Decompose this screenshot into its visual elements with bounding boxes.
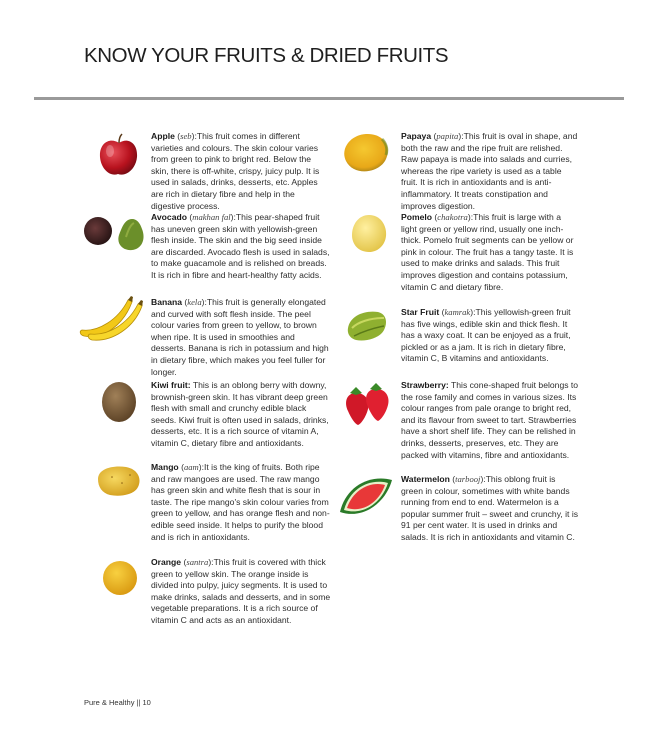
fruit-entry-pomelo: Pomelo (chakotra):This fruit is large with a light green or yellow rind, usually one inch-thick. Pomelo fruit segments can be yellow or pink in colour. The fruit has a tangy taste. It is used to make drinks and salads. This fruit improves digestion and contains potassium, vitamin C and dietary fibre. [401,212,574,292]
star-fruit-icon [344,306,390,346]
fruit-description: This fruit comes in different varieties and colours. The skin colour varies from green to pink to bright red. Below the skin, there is off-white, crispy, juicy pulp. It is used in salads, drinks, desserts, etc. Apples are rich in dietary fibre and help in the digestive process. [151,131,320,211]
apple-icon [96,133,142,179]
fruit-separator: ): [198,462,204,472]
fruit-name: Star Fruit [401,307,440,317]
fruit-description: This cone-shaped fruit belongs to the rose family and comes in various sizes. Its colour ranges from pale orange to bright red, and its flavour from sweet to tart. Strawberries have a short shelf life. They can be relished in drinks, desserts, preserves, etc. They are packed with vitamins, fibre and antioxidants. [401,380,579,460]
fruit-local-name: kela [187,297,202,307]
fruit-separator: ): [480,474,486,484]
fruit-entry-papaya: Papaya (papita):This fruit is oval in shape, and both the raw and the ripe fruit are relished. Raw papaya is made into salads and curries, whereas the ripe variety is used as a table fruit. It is rich in antioxidants and is anti-inflammatory. It treats constipation and improves digestion. [401,131,578,211]
fruit-name: Kiwi fruit: [151,380,191,390]
fruit-name: Pomelo [401,212,433,222]
fruit-description: This fruit is generally elongated and curved with soft flesh inside. The peel colour varies from green to yellow, to brown when ripe. It is used in smoothies and desserts. Banana is rich in potassium and high in dietary fibre, which makes you feel fuller for longer. [151,297,329,377]
fruit-local-name: seb [180,131,192,141]
fruit-local-name: chakotra [437,212,468,222]
fruit-separator: ): [191,131,197,141]
fruit-separator: ): [208,557,214,567]
fruit-entry-banana: Banana (kela):This fruit is generally elongated and curved with soft flesh inside. The peel colour varies from green to yellow, to brown when ripe. It is used in smoothies and desserts. Banana is rich in potassium and high in dietary fibre, which makes you feel fuller for longer. [151,297,329,377]
fruit-name: Strawberry: [401,380,449,390]
fruit-separator: ): [470,307,476,317]
fruit-entry-star-fruit: Star Fruit (kamrak):This yellowish-green fruit has five wings, edible skin and thick flesh. It has a waxy coat. It can be enjoyed as a fruit, pickled or as a jam. It is rich in dietary fibre, vitamin C, B vitamins and antioxidants. [401,307,571,364]
avocado-icon [82,213,148,253]
fruit-local-name: santra [186,557,209,567]
fruit-separator: ): [201,297,207,307]
page-footer: Pure & Healthy || 10 [84,698,151,707]
fruit-name: Avocado [151,212,187,222]
fruit-name: Banana [151,297,183,307]
title-divider [34,97,624,100]
fruit-local-name: tarbooj [455,474,481,484]
fruit-local-name: papita [436,131,459,141]
page-title: KNOW YOUR FRUITS & DRIED FRUITS [84,44,449,67]
fruit-name: Orange [151,557,182,567]
fruit-entry-apple: Apple (seb):This fruit comes in different varieties and colours. The skin colour varies from green to pink to bright red. Below the skin, there is off-white, crispy, juicy pulp. It is used in salads, drinks, desserts, etc. Apples are rich in dietary fibre and help in the digestive process. [151,131,320,211]
fruit-description: This oblong fruit is green in colour, sometimes with white bands running from end to end. Watermelon is a popular summer fruit – sweet and crunchy, it is 91 per cent water. It is used in drinks and salads. It is rich in antioxidants and vitamin C. [401,474,579,542]
watermelon-icon [336,472,396,524]
fruit-description: This is an oblong berry with downy, brownish-green skin. It has vibrant deep green flesh with small and crunchy edible black seeds. Kiwi fruit is often used in salads, drinks, desserts, etc. It is a rich source of vitamin A, vitamin C, dietary fibre and antioxidants. [151,380,329,448]
fruit-name: Mango [151,462,179,472]
fruit-entry-orange: Orange (santra):This fruit is covered with thick green to yellow skin. The orange inside is divided into pulpy, juicy segments. It is used to make drinks, salads and desserts, and in some vegetable preparations. It is a rich source of vitamin C and acts as an antioxidant. [151,557,331,625]
fruit-entry-strawberry [401,380,579,461]
orange-icon [102,559,138,597]
fruit-separator: ): [458,131,464,141]
fruit-description: This pear-shaped fruit has uneven green skin with yellowish-green flesh inside. The skin and the big seed inside are discarded. Avocado flesh is used in salads, to make guacamole and is relished on breads. It is rich in fibre and heart-healthy fatty acids. [151,212,330,280]
mango-icon [92,463,144,499]
fruit-local-name: makhan fal [192,212,231,222]
fruit-description: This yellowish-green fruit has five wings, edible skin and thick flesh. It has a waxy coat. It can be enjoyed as a fruit, pickled or as a jam. It is rich in dietary fibre, vitamin C, B vitamins and antioxidants. [401,307,571,364]
fruit-description: It is the king of fruits. Both ripe and raw mangoes are used. The raw mango has green skin and white flesh that is sour in taste. The ripe mango's skin colour varies from green to yellow, and has orange flesh and non-edible seed inside. It helps to purify the blood and is rich in antioxidants. [151,462,330,542]
fruit-entry-avocado: Avocado (makhan fal):This pear-shaped fruit has uneven green skin with yellowish-green flesh inside. The skin and the big seed inside are discarded. Avocado flesh is used in salads, to make guacamole and is relished on breads. It is rich in fibre and heart-healthy fatty acids. [151,212,330,280]
papaya-icon [338,131,392,177]
pomelo-icon [349,212,389,254]
fruit-entry-kiwi [151,380,331,450]
fruit-local-name: kamrak [444,307,471,317]
strawberry-icon [342,381,392,427]
fruit-separator: ): [467,212,474,222]
fruit-description: This fruit is large with a light green or yellow rind, usually one inch-thick. Pomelo fruit segments can be yellow or pink in colour. The fruit has a tangy taste. It is used to make drinks and salads. This fruit improves digestion and contains potassium, vitamin C and dietary fibre. [401,212,574,292]
fruit-separator: ): [230,212,236,222]
fruit-name: Papaya [401,131,432,141]
fruit-description: This fruit is covered with thick green to yellow skin. The orange inside is divided into pulpy, juicy segments. It is used to make drinks, salads and desserts, and in some vegetable preparations. It is a rich source of vitamin C and acts as an antioxidant. [151,557,331,625]
fruit-entry-mango: Mango (aam):It is the king of fruits. Both ripe and raw mangoes are used. The raw mango has green skin and white flesh that is sour in taste. The ripe mango's skin colour varies from green to yellow, and has orange flesh and non-edible seed inside. It helps to purify the blood and is rich in antioxidants. [151,462,330,542]
fruit-local-name: aam [183,462,199,472]
kiwi-icon [100,380,138,424]
fruit-name: Apple [151,131,175,141]
fruit-description: This fruit is oval in shape, and both the raw and the ripe fruit are relished. Raw papaya is made into salads and curries, whereas the ripe variety is used as a table fruit. It is rich in antioxidants and is anti-inflammatory. It treats constipation and improves digestion. [401,131,578,211]
banana-icon [78,294,146,342]
fruit-name: Watermelon [401,474,450,484]
fruit-entry-watermelon: Watermelon (tarbooj):This oblong fruit is green in colour, sometimes with white bands running from end to end. Watermelon is a popular summer fruit – sweet and crunchy, it is 91 per cent water. It is used in drinks and salads. It is rich in antioxidants and vitamin C. [401,474,579,542]
